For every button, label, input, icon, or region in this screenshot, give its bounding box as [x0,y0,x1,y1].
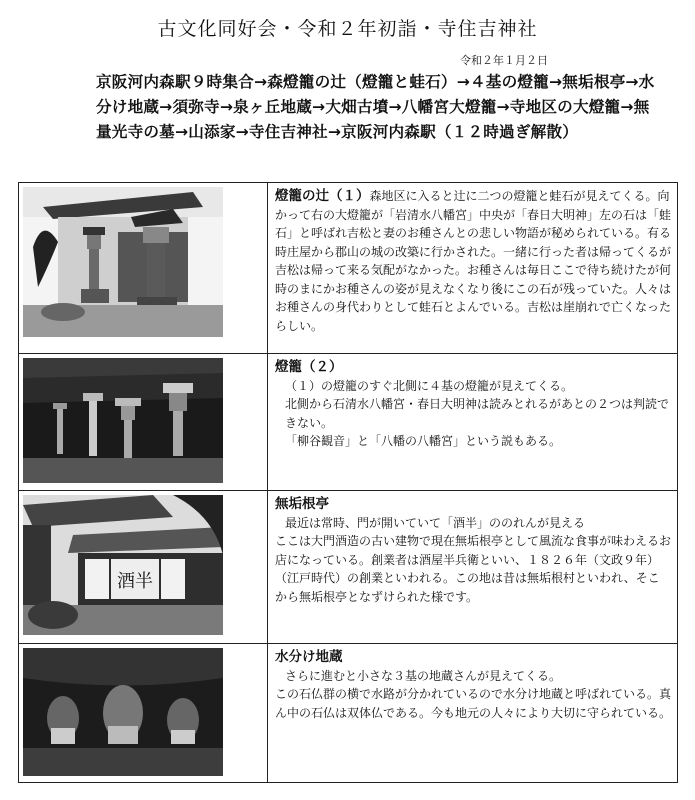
section-line: ここは大門酒造の古い建物で現在無垢根亭として風流な食事が味わえるお店になっている。創業者は酒屋半兵衛といい、１８２６年（文政９年）（江戸時代）の創業といわれる。この地は昔は無垢根村といわれ、そこから無垢根亭となずけられた様です。 [275,534,672,604]
table-row [19,644,678,783]
section-line: （１）の燈籠のすぐ北側に４基の燈籠が見えてくる。 [285,378,574,393]
section-heading: 無垢根亭 [275,496,329,512]
section-body: 森地区に入ると辻に二つの燈籠と蛙石が見えてくる。向かって右の大燈籠が「岩清水八幡宮」中央が「春日大明神」左の石は「蛙石」と呼ばれ吉松と妻のお種さんとの悲しい物語が秘められている。有る時庄屋から郡山の城の改築に行かされた。一緒に行った者は帰ってくるが吉松は帰って来る気配がなかった。お種さんは毎日ここで待ち続けたが何時のまにかお種さんの姿が見えなくなり後にこの石が残っていた。人々はお種さんの身代わりとして蛙石とよんでいる。吉松は崖崩れで亡くなったらしい。 [275,189,672,333]
section-text-cell [268,491,678,644]
table-row [19,183,678,354]
section-line: さらに進むと小さな３基の地蔵さんが見えてくる。 [285,668,562,683]
photo-cell [19,644,268,783]
section-heading: 燈籠の辻（１） [275,188,370,204]
photo-cell [19,354,268,491]
noren-text: 酒半 [117,571,153,592]
photo-mizuwake-jizo [23,648,223,776]
table-row [19,491,678,644]
section-text-cell [268,183,678,354]
section-heading: 水分け地蔵 [275,649,343,665]
route-description: 京阪河内森駅９時集合→森燈籠の辻（燈籠と蛙石）→４基の燈籠→無垢根亭→水分け地蔵→須弥寺→泉ヶ丘地蔵→大畑古墳→八幡宮大燈籠→寺地区の大燈籠→無量光寺の墓→山添家→寺住吉神社→京阪河内森駅（１２時過ぎ解散） [96,73,655,141]
photo-mukune-tei [23,495,223,635]
section-text-cell [268,354,678,491]
section-heading: 燈籠（２） [275,359,343,375]
section-line: 「柳谷観音」と「八幡の八幡宮」という説もある。 [285,434,562,448]
photo-lantern-crossroads [23,187,223,337]
document-date: 令和２年１月２日 [460,54,548,67]
photo-cell [19,183,268,354]
section-line: この石仏群の横で水路が分かれているので水分け地蔵と呼ばれている。真ん中の石仏は双体仏である。今も地元の人々により大切に守られている。 [275,687,672,720]
itinerary-table [18,182,678,783]
photo-four-lanterns [23,358,223,483]
document-title: 古文化同好会・令和２年初詣・寺住吉神社 [157,18,538,40]
photo-cell [19,491,268,644]
section-line: 北側から石清水八幡宮・春日大明神は読みとれるがあとの２つは判読できない。 [285,397,670,430]
table-row [19,354,678,491]
section-line: 最近は常時、門が開いていて「酒半」ののれんが見える [285,515,586,530]
section-text-cell [268,644,678,783]
